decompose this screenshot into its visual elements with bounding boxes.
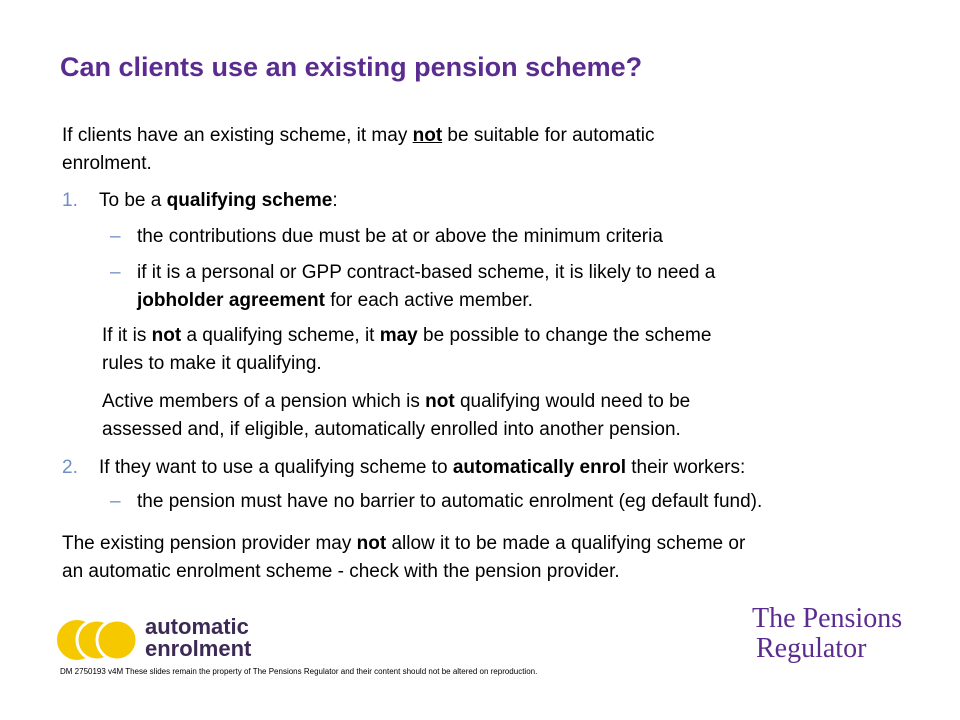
- item1-sub1: the contributions due must be at or above the minimum criteria: [137, 226, 663, 247]
- intro-text-c: be suitable for automatic: [442, 125, 655, 146]
- para1-emphasis-may: may: [379, 325, 418, 346]
- item2-emphasis: automatically enrol: [452, 457, 626, 478]
- tpr-line-2: Regulator: [756, 633, 867, 664]
- item1-para1-line2: rules to make it qualifying.: [102, 353, 322, 374]
- item1-text-a: To be a: [99, 190, 167, 211]
- footer-disclaimer: DM 2750193 v4M These slides remain the property of The Pensions Regulator and their content should not be altered on reproduction.: [60, 667, 538, 676]
- ae-line-2: enrolment: [145, 636, 252, 661]
- item1-sub2-emphasis: jobholder agreement: [137, 290, 325, 311]
- pensions-regulator-logo: [752, 604, 902, 664]
- para2-emphasis-not: not: [425, 391, 455, 412]
- para1-text-a: If it is: [102, 325, 152, 346]
- closing-line-1: [62, 530, 745, 558]
- closing-line-2: an automatic enrolment scheme - check with the pension provider.: [62, 561, 620, 582]
- list-number-1: 1.: [62, 190, 78, 211]
- closing-emphasis-not: not: [356, 533, 387, 554]
- item2-sub: the pension must have no barrier to automatic enrolment (eg default fund).: [137, 491, 763, 512]
- item1-heading: [99, 187, 338, 215]
- item1-text-c: :: [332, 190, 338, 211]
- item1-para2-line2: assessed and, if eligible, automatically enrolled into another pension.: [102, 419, 681, 440]
- item2-text-a: If they want to use a qualifying scheme to: [99, 457, 453, 478]
- para1-emphasis-not: not: [151, 325, 182, 346]
- dash-bullet: –: [110, 262, 121, 283]
- dash-bullet: –: [110, 491, 121, 512]
- automatic-enrolment-logo: [55, 616, 255, 664]
- para1-text-e: be possible to change the scheme: [417, 325, 712, 346]
- intro-line-2: enrolment.: [62, 153, 152, 174]
- item2-text-c: their workers:: [625, 457, 746, 478]
- item1-emphasis: qualifying scheme: [166, 190, 333, 211]
- para2-text-c: qualifying would need to be: [454, 391, 691, 412]
- closing-text-a: The existing pension provider may: [62, 533, 357, 554]
- intro-text-a: If clients have an existing scheme, it may: [62, 125, 413, 146]
- intro-line-1: [62, 122, 654, 150]
- para1-text-c: a qualifying scheme, it: [181, 325, 380, 346]
- dash-bullet: –: [110, 226, 121, 247]
- closing-text-c: allow it to be made a qualifying scheme or: [386, 533, 746, 554]
- item1-para2-line1: [102, 388, 690, 416]
- item1-sub2-line1: if it is a personal or GPP contract-based scheme, it is likely to need a: [137, 262, 716, 283]
- tpr-line-1: The Pensions: [752, 603, 903, 634]
- list-number-2: 2.: [62, 457, 78, 478]
- intro-emphasis-not: not: [412, 125, 443, 146]
- item1-sub2-rest: for each active member.: [324, 290, 533, 311]
- item1-sub2-line2: [137, 287, 533, 315]
- item2-heading: [99, 454, 745, 482]
- slide-title: Can clients use an existing pension scheme?: [60, 52, 643, 82]
- ae-line-1: automatic: [145, 614, 249, 639]
- para2-text-a: Active members of a pension which is: [102, 391, 426, 412]
- ae-wordmark: [145, 616, 251, 660]
- item1-para1-line1: [102, 322, 711, 350]
- ae-circles-icon: [55, 616, 140, 664]
